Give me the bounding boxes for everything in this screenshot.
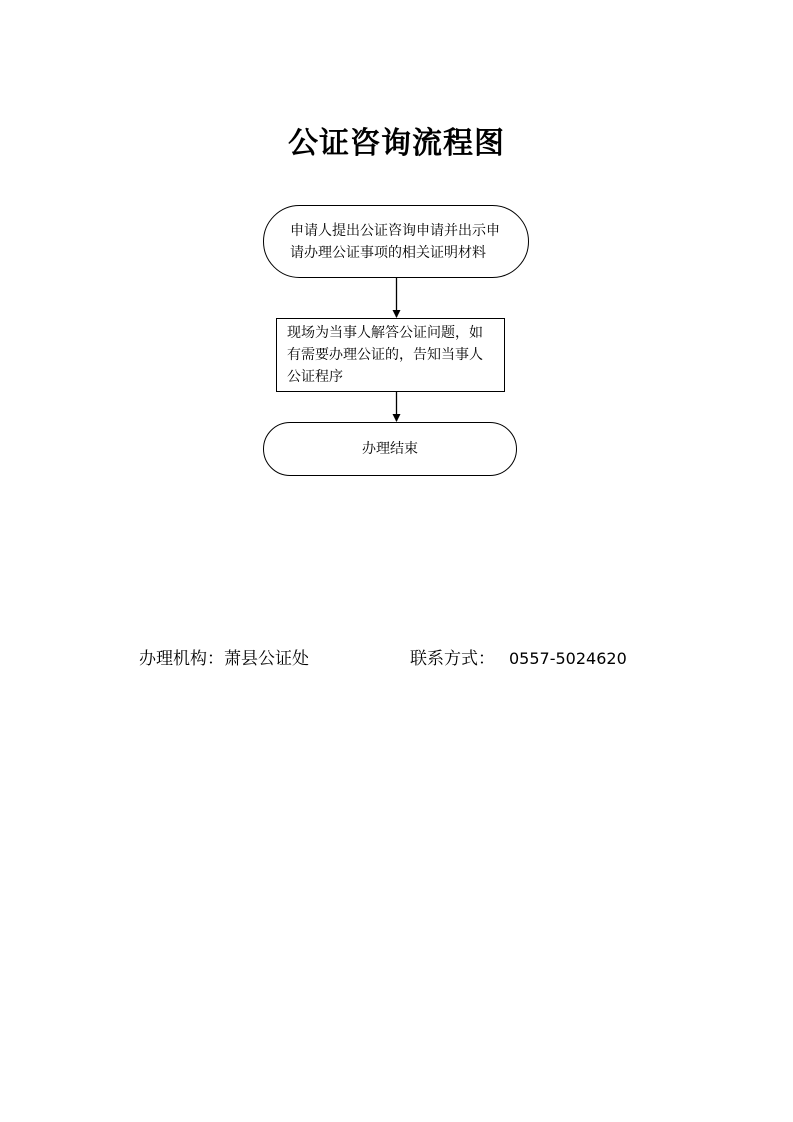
flow-node-end-text: 办理结束 (362, 441, 418, 457)
flow-node-process-text: 现场为当事人解答公证问题，如有需要办理公证的，告知当事人公证程序 (287, 325, 483, 385)
footer-organization (139, 647, 309, 671)
org-label: 办理机构： (139, 649, 224, 669)
org-name: 萧县公证处 (224, 649, 309, 669)
page-title: 公证咨询流程图 (288, 126, 505, 161)
contact-label: 联系方式： (410, 649, 495, 669)
contact-phone: 0557-5024620 (509, 649, 627, 668)
flow-node-start-text: 申请人提出公证咨询申请并出示申请办理公证事项的相关证明材料 (290, 222, 500, 261)
flow-node-end (263, 422, 517, 476)
flow-node-process (276, 318, 505, 392)
footer-contact (410, 647, 627, 671)
flow-node-start (263, 205, 529, 278)
